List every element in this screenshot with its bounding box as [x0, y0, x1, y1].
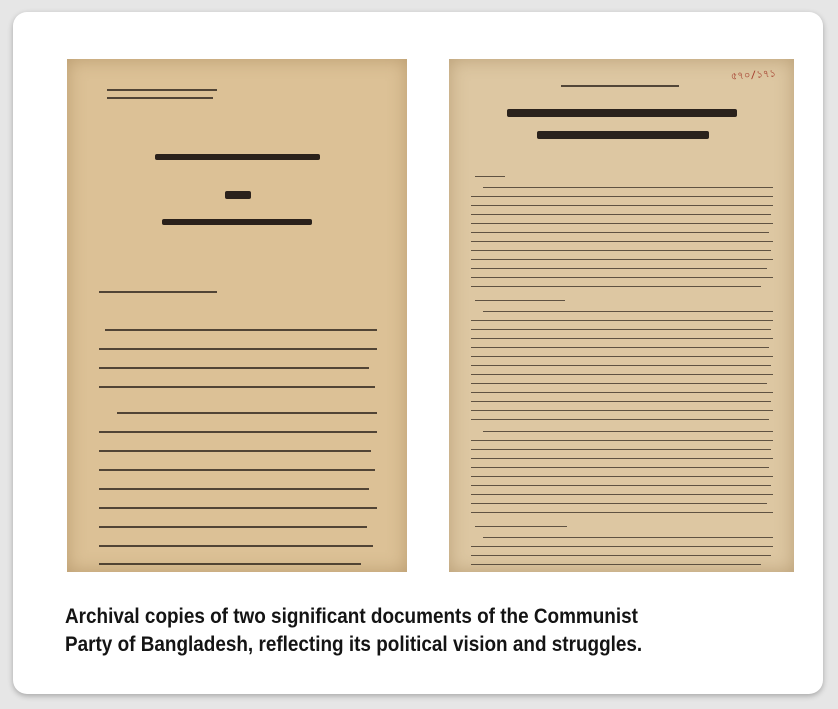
- right-top-line: [561, 85, 679, 87]
- left-document-image: [67, 59, 407, 572]
- caption-line-1: Archival copies of two significant documents of the Communist: [65, 604, 638, 628]
- caption: [65, 602, 716, 658]
- caption-line-2: Party of Bangladesh, reflecting its political vision and struggles.: [65, 632, 643, 656]
- right-document-image: [449, 59, 794, 572]
- image-card: [13, 12, 823, 694]
- left-section-heading: [99, 291, 217, 293]
- handwritten-number: ৫৭০/১৭১: [730, 68, 777, 83]
